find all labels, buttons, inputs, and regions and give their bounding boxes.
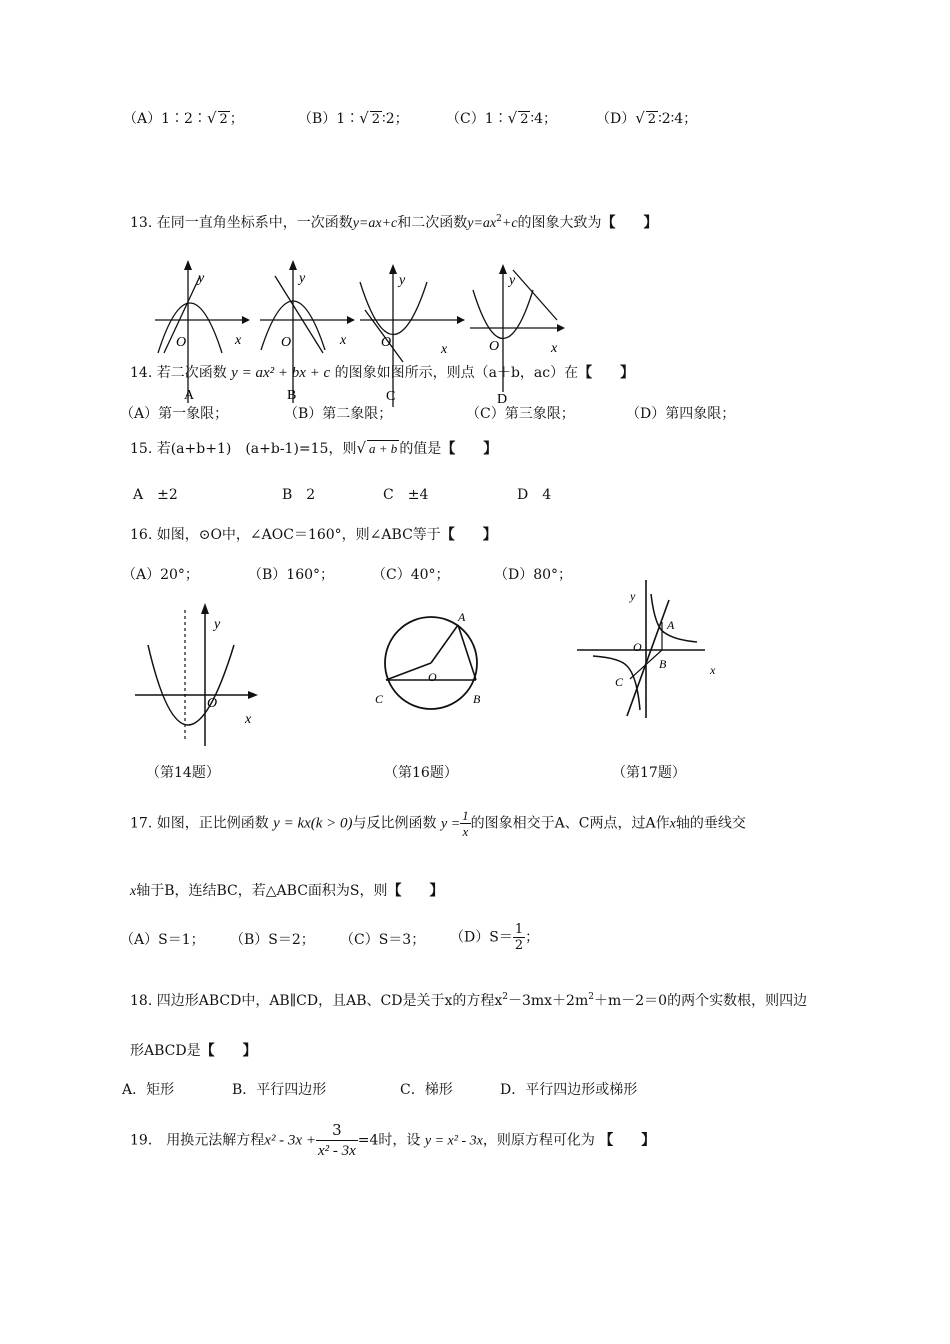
q18-stem-line-1: [130, 990, 807, 1010]
q14-option-a: （A）第一象限；: [120, 406, 229, 422]
q17-inverse-lhs: y =: [441, 816, 461, 832]
q12-option-d-tail: ∶2∶4；: [658, 111, 698, 127]
q12-option-d-label: （D）: [596, 111, 636, 127]
figure-17-b: B: [659, 657, 667, 671]
q17-stem-line-1: [130, 808, 746, 839]
q18-option-a: A．矩形: [122, 1082, 175, 1098]
figure-14-origin: O: [207, 696, 218, 711]
q19-fraction-numerator: 3: [316, 1120, 358, 1141]
q13-graph-c-origin: O: [381, 335, 392, 350]
q17-inverse-numerator: 1: [462, 808, 469, 823]
q19-fraction-denominator: x² - 3x: [317, 1143, 356, 1159]
q14-option-d: （D）第四象限；: [626, 406, 736, 422]
q12-option-c: （C）1∶√ 2 ∶4；: [446, 109, 558, 127]
q17-option-d-numerator: 1: [514, 922, 524, 937]
q17-number: 17.: [130, 815, 153, 832]
q18-number: 18.: [130, 993, 153, 1009]
q14-stem: [130, 362, 634, 382]
q13-text-1: 在同一直角坐标系中，一次函数: [156, 215, 353, 231]
q13-graph-a-origin: O: [176, 335, 187, 350]
q15-number: 15.: [130, 441, 153, 457]
q17-option-d: [450, 922, 539, 953]
q12-option-a-label: （A）1∶2∶: [123, 111, 207, 127]
q15-option-c: C ±4: [383, 487, 429, 503]
figure-14-caption: （第14题）: [146, 765, 220, 781]
q14-formula: y = ax² + bx + c: [231, 365, 331, 381]
q17-option-c: （C）S＝3；: [340, 932, 426, 948]
figure-16: [370, 600, 500, 720]
q15-stem: 15. 若(a+b+1) (a+b-1)=15，则√ a + b 的值是【 】: [130, 439, 498, 457]
q13-graph-a-label: A: [184, 388, 195, 403]
q12-option-d-radicand: 2: [647, 112, 657, 127]
q14-text-2: 的图象如图所示，则点（a＋b，ac）在: [334, 365, 579, 381]
q18-text-1: 四边形ABCD中，AB∥CD，且AB、CD是关于x的方程x: [156, 993, 503, 1009]
q18-text-tail: ＋m－2＝0的两个实数根，则四边: [593, 993, 808, 1009]
q13-stem: [130, 212, 658, 232]
q18-option-d: D．平行四边形或梯形: [500, 1082, 638, 1098]
q16-text: 如图，⊙O中，∠AOC＝160°，则∠ABC等于: [156, 527, 441, 543]
q12-option-d: （D）√ 2 ∶2∶4；: [596, 109, 698, 127]
q13-graph-b-x: x: [340, 333, 347, 348]
q15-option-a: A ±2: [133, 487, 178, 503]
q16-answer-bracket: 【 】: [440, 527, 497, 543]
q13-graph-d-origin: O: [489, 339, 500, 354]
q17-option-d-denominator: 2: [514, 938, 524, 953]
q17-inverse-fraction: [460, 808, 471, 839]
q17-option-d-fraction: [513, 922, 525, 953]
q12-option-c-tail: ∶4；: [530, 111, 558, 127]
q12-option-c-radicand: 2: [520, 112, 529, 127]
figure-17-o: O: [633, 640, 642, 654]
q17-stem-line-2: [130, 880, 444, 900]
q17-text-4: 轴的垂线交: [675, 815, 746, 832]
figure-16-caption: （第16题）: [384, 765, 458, 781]
q12-option-a-radicand: 2: [219, 112, 228, 127]
figure-16-b: B: [473, 692, 481, 706]
q12-option-b-radicand: 2: [371, 112, 381, 127]
q13-graph-b: [255, 258, 355, 408]
q17-option-b: （B）S＝2；: [230, 932, 315, 948]
q16-option-d: （D）80°；: [494, 567, 573, 583]
q13-graph-c-label: C: [386, 389, 396, 404]
figure-14: [130, 600, 270, 750]
q18-stem-line-2: [130, 1040, 257, 1060]
q13-graph-d: [465, 262, 575, 412]
q16-option-a: （A）20°；: [122, 567, 199, 583]
q19-equals: =4: [357, 1132, 379, 1149]
q13-graph-c: [355, 262, 465, 412]
q17-text-2: 与反比例函数: [352, 815, 437, 832]
figure-16-a: A: [458, 610, 466, 624]
figure-17-caption: （第17题）: [612, 765, 686, 781]
q13-text-3: 的图象大致为: [517, 215, 602, 231]
q14-option-b: （B）第二象限；: [284, 406, 393, 422]
q13-graph-a-y: y: [198, 271, 205, 286]
q18-exponent-1: 2: [502, 992, 508, 1002]
figure-17-y: y: [630, 589, 636, 603]
figure-17: [575, 578, 725, 728]
q18-line2-text: 形ABCD是: [130, 1043, 201, 1059]
figure-17-a: A: [667, 618, 675, 632]
q12-option-b: （B）1∶√ 2 ∶2；: [298, 109, 409, 127]
q13-graph-d-x: x: [551, 341, 558, 356]
q18-text-mid: －3mx＋2m: [507, 993, 589, 1009]
q14-option-c: （C）第三象限；: [466, 406, 575, 422]
q18-exponent-2: 2: [588, 992, 594, 1002]
q13-answer-bracket: 【 】: [601, 215, 658, 231]
q13-linear-formula: y=ax+c: [352, 216, 398, 231]
q13-graph-a-x: x: [235, 333, 242, 348]
q19-answer-bracket: 【 】: [599, 1132, 656, 1149]
q17-option-d-label: （D）S＝: [450, 929, 513, 946]
q17-line2-x: x: [130, 884, 137, 899]
q15-text-1: 若(a+b+1) (a+b-1)=15，则: [156, 441, 357, 457]
q19-stem: [130, 1120, 655, 1161]
q12-option-b-tail: ∶2；: [382, 111, 409, 127]
q15-option-d: D 4: [517, 487, 552, 503]
figure-16-c: C: [375, 692, 384, 706]
q16-stem: [130, 524, 497, 544]
figure-17-c: C: [615, 675, 624, 689]
q12-option-a: （A）1∶2∶√ 2 ；: [123, 109, 244, 127]
q13-quadratic-formula-a: y=ax: [467, 216, 497, 231]
q17-option-d-tail: ；: [525, 929, 540, 946]
q18-option-b: B．平行四边形: [232, 1082, 327, 1098]
q15-radicand: a + b: [369, 441, 398, 456]
q17-option-a: （A）S＝1；: [120, 932, 205, 948]
q12-option-a-tail: ；: [229, 111, 244, 127]
q18-answer-bracket: 【 】: [200, 1043, 257, 1059]
q15-text-2: 的值是: [399, 441, 442, 457]
q17-answer-bracket: 【 】: [387, 883, 444, 899]
q18-option-c: C．梯形: [400, 1082, 453, 1098]
q17-linear-formula: y = kx(k > 0): [273, 815, 353, 832]
q14-answer-bracket: 【 】: [578, 365, 635, 381]
q13-graph-c-x: x: [441, 342, 448, 357]
q14-number: 14.: [130, 365, 153, 381]
q17-x-var: x: [669, 816, 676, 832]
q19-text-1: 用换元法解方程: [166, 1132, 265, 1149]
figure-14-x: x: [245, 712, 252, 727]
q15-answer-bracket: 【 】: [441, 441, 498, 457]
figure-14-y: y: [214, 617, 221, 632]
q13-graph-b-label: B: [287, 388, 297, 403]
q13-graph-c-y: y: [399, 273, 406, 288]
q19-lhs: x² - 3x +: [264, 1132, 316, 1149]
q17-inverse-denominator: x: [462, 824, 469, 839]
q16-option-c: （C）40°；: [372, 567, 450, 583]
q13-quadratic-formula-b: +c: [501, 216, 518, 231]
q19-text-2: 时，设: [378, 1132, 421, 1149]
q13-quadratic-exponent: 2: [496, 214, 502, 224]
q19-number: 19．: [130, 1132, 162, 1149]
q13-graph-b-y: y: [299, 271, 306, 286]
q17-text-3: 的图象相交于A、C两点，过A作: [470, 815, 670, 832]
q13-graph-a: [150, 258, 250, 408]
q19-substitution: y = x² - 3x: [424, 1133, 483, 1149]
figure-16-o: O: [428, 670, 437, 684]
q16-number: 16.: [130, 527, 153, 543]
q17-line2-text: 轴于B，连结BC，若△ABC面积为S，则: [136, 883, 388, 899]
q13-text-2: 和二次函数: [397, 215, 468, 231]
q14-text-1: 若二次函数: [156, 365, 227, 381]
q13-graph-b-origin: O: [281, 335, 292, 350]
q15-option-b: B 2: [282, 487, 316, 503]
q17-text-1: 如图，正比例函数: [156, 815, 269, 832]
figure-17-x: x: [710, 663, 716, 677]
q16-option-b: （B）160°；: [248, 567, 335, 583]
q19-fraction: [316, 1120, 358, 1161]
q13-graph-d-label: D: [497, 392, 508, 407]
q19-text-3: ，则原方程可化为: [482, 1132, 595, 1149]
q13-graph-d-y: y: [509, 273, 516, 288]
q12-option-c-label: （C）1∶: [446, 111, 508, 127]
q12-option-b-label: （B）1∶: [298, 111, 360, 127]
q13-number: 13.: [130, 215, 153, 231]
